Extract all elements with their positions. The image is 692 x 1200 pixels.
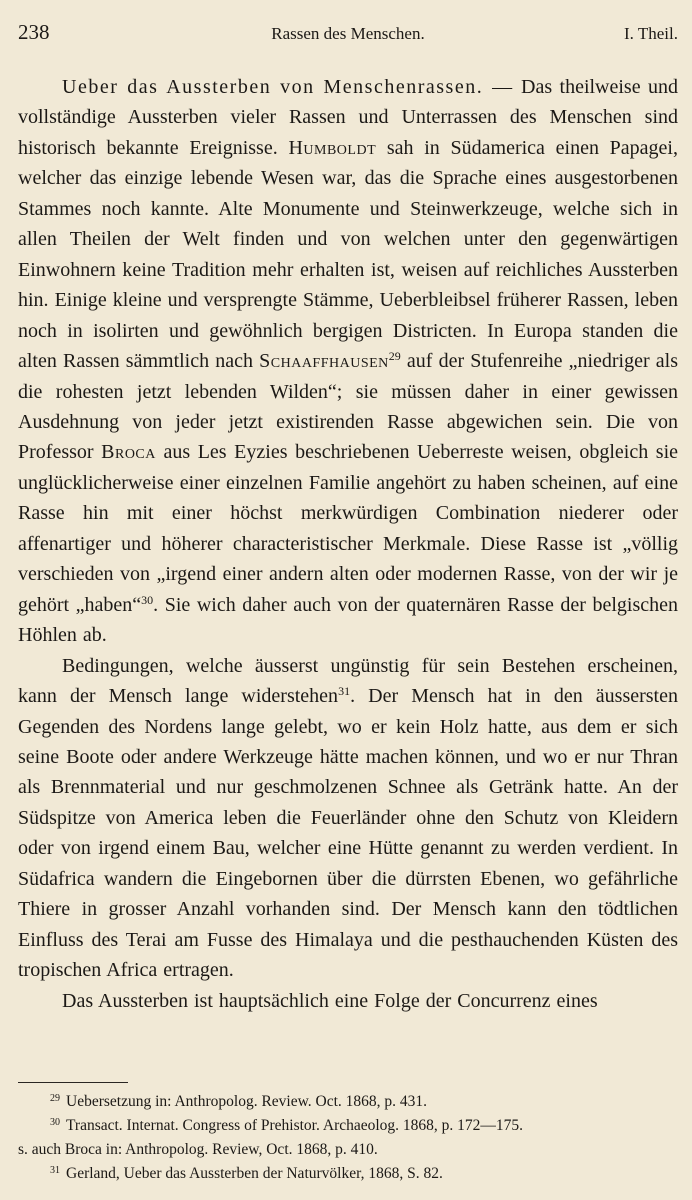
paragraph-text: . Der Mensch hat in den äussersten Gegenden des Nordens lange gelebt, wo er kein Holz hatte, aus dem er sich seine Boote oder andere Werkzeuge hätte machen können, und wo er nur Thran als Brennmaterial und nur geschmolzenen Schnee als Getränk hatte. An der Südspitze von America leben die Feuerländer ohne den Schutz von Kleidern oder von irgend einem Bau, welcher eine Hütte genannt zu werden verdient. In Südafrica wandern die Eingebornen über die dürrsten Ebenen, wo gefährliche Thiere in grosser Anzahl vorhanden sind. Der Mensch kann den tödtlichen Einfluss des Terai am Fusse des Himalaya und die pesthauchenden Küsten des tropischen Africa ertragen. [18,685,678,982]
paragraph-text: Das Aussterben ist hauptsächlich eine Folge der Concurrenz eines [62,989,598,1012]
footnote-number: 29 [50,1093,60,1104]
footnote-ref: 31 [338,684,351,699]
footnote-number: 30 [50,1117,60,1128]
footnote-text: Transact. Internat. Congress of Prehistor. Archaeolog. 1868, p. 172—175. [66,1117,524,1134]
footnotes [18,1090,678,1186]
footnote-text: Gerland, Ueber das Aussterben der Naturvölker, 1868, S. 82. [66,1165,443,1182]
footnote-ref: 30 [141,592,154,607]
section-heading: Ueber das Aussterben von Menschenrassen. — [62,76,514,98]
part-label: I. Theil. [624,24,678,43]
paragraph-text: Bedingungen, welche äusserst ungünstig für sein Bestehen erscheinen, kann der Mensch lange widerstehen [18,654,678,708]
author-name: Broca [101,441,156,464]
footnote-ref: 29 [388,349,401,364]
footnote-divider [18,1082,128,1083]
paragraph-text: . Sie wich daher auch von der quaternären Rasse der belgischen Höhlen ab. [18,593,679,647]
page-number: 238 [18,20,50,44]
running-title: Rassen des Menschen. [271,24,425,43]
footnote-text: Uebersetzung in: Anthropolog. Review. Oct. 1868, p. 431. [66,1093,428,1110]
footnote-number: 31 [50,1165,60,1176]
author-name: Schaaffhausen [259,350,389,373]
footnote [18,1114,678,1138]
footnote [18,1162,678,1186]
paragraph-text: Das theilweise und vollständige Aussterben vieler Rassen und Unterrassen des Menschen sind historisch bekannte Ereignisse. [18,76,678,159]
running-head [18,20,678,54]
paragraph-text: auf der Stufenreihe „niedriger als die rohesten jetzt lebenden Wilden“; sie müssen daher in einer gewissen Ausdehnung von jeder jetzt existirenden Rasse abgewichen sein. Die von Professor [18,350,678,464]
footnote-continuation [18,1138,678,1162]
body-text [18,72,678,1016]
paragraph-text: aus Les Eyzies beschriebenen Ueberreste weisen, obgleich sie unglücklicherweise einer einzelnen Familie angehört zu haben scheinen, auf eine Rasse hin mit einer höchst merkwürdigen Combination niederer oder affenartiger und höherer characteristischer Merkmale. Diese Rasse ist „völlig verschieden von „irgend einer andern alten oder modernen Rasse, von der wir je gehört „haben“ [18,441,679,616]
paragraph-text: sah in Südamerica einen Papagei, welcher das einzige lebende Wesen war, das die Sprache eines ausgestorbenen Stammes noch kannte. Alte Monumente und Steinwerkzeuge, welche sich in allen Theilen der Welt finden und von welchen unter den gegenwärtigen Einwohnern keine Tradition mehr erhalten ist, weisen auf reichliches Aussterben hin. Einige kleine und versprengte Stämme, Ueberbleibsel früherer Rassen, leben noch in isolirten und gewöhnlich bergigen Districten. In Europa standen die alten Rassen sämmtlich nach [18,136,678,373]
paragraph-extinction-intro [18,72,678,651]
footnote [18,1090,678,1114]
paragraph-conditions [18,651,678,986]
footnote-text: s. auch Broca in: Anthropolog. Review, Oct. 1868, p. 410. [18,1141,378,1158]
author-name: Humboldt [288,136,377,159]
paragraph-competition [18,986,678,1016]
